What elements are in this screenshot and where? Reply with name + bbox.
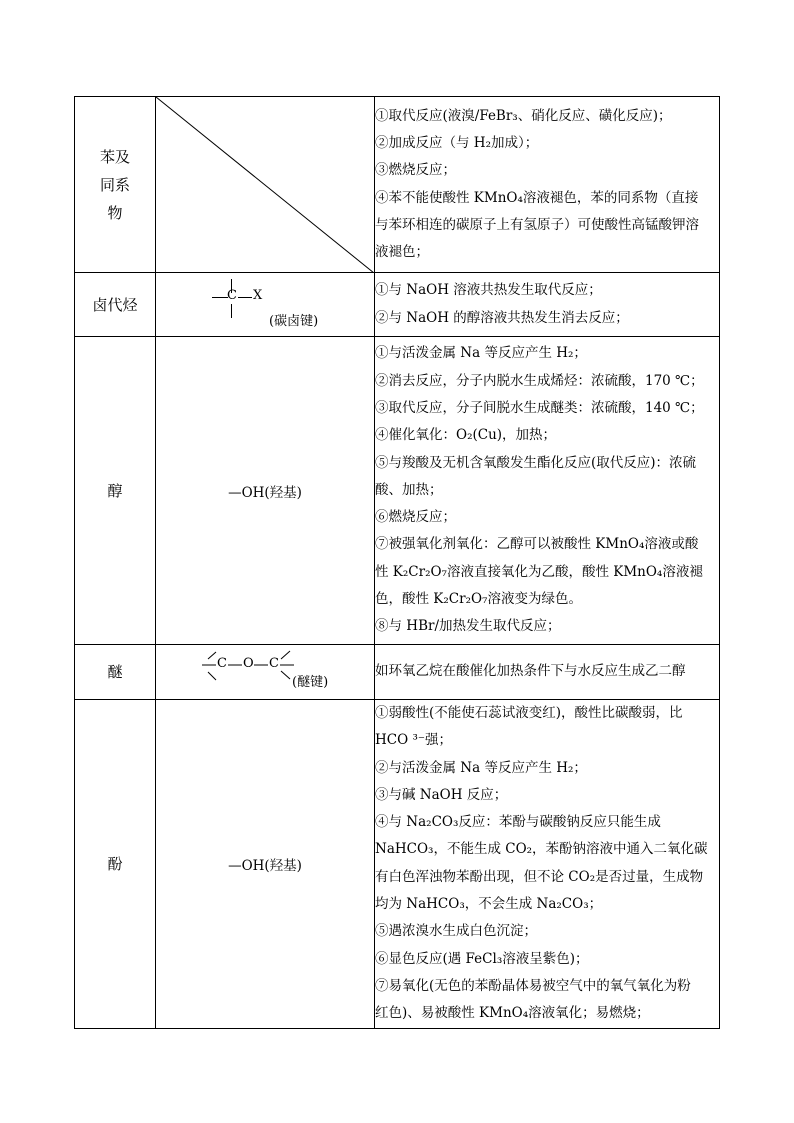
compound-name: 酚 [107, 854, 123, 873]
reaction-line: ⑤遇浓溴水生成白色沉淀； [375, 923, 537, 940]
functional-group-cell [156, 700, 375, 1029]
hydroxyl-group: —OH(羟基) [228, 484, 302, 501]
reaction-line: ④苯不能使酸性 KMnO₄溶液褪色，苯的同系物（直接 [375, 189, 699, 206]
reaction-line: ⑦被强氧化剂氧化：乙醇可以被酸性 KMnO₄溶液或酸 [375, 536, 699, 553]
reaction-line: ①弱酸性(不能使石蕊试液变红)，酸性比碳酸弱，比 [375, 705, 683, 721]
reaction-line: ③与碱 NaOH 反应； [375, 786, 508, 803]
reaction-line: ②与 NaOH 的醇溶液共热发生消去反应； [375, 309, 629, 326]
reactions-cell [375, 700, 720, 1029]
ether-bond-lines [156, 645, 374, 699]
compound-name: 苯及同系物 [99, 147, 130, 222]
reaction-line: ⑥显色反应(遇 FeCl₃溶液呈紫色)； [375, 950, 589, 967]
compound-name-cell [75, 700, 156, 1029]
compound-name-cell [75, 273, 156, 337]
reaction-line: ④催化氧化：O₂(Cu)，加热； [375, 427, 557, 444]
reaction-line: NaHCO₃，不能生成 CO₂，苯酚钠溶液中通入二氧化碳 [375, 841, 708, 858]
compound-name-cell [75, 645, 156, 700]
table-row [75, 645, 720, 700]
halogen-atom: X [253, 288, 263, 303]
reaction-line: 液褪色； [375, 244, 429, 261]
reaction-line: 如环氧乙烷在酸催化加热条件下与水反应生成乙二醇 [375, 663, 686, 680]
functional-group-cell [156, 645, 375, 700]
bond-name: (醚键) [292, 675, 329, 690]
reaction-line: ④与 Na₂CO₃反应：苯酚与碳酸钠反应只能生成 [375, 814, 661, 831]
compound-name: 卤代烃 [92, 295, 138, 314]
reaction-line: ②与活泼金属 Na 等反应产生 H₂； [375, 759, 587, 776]
compound-name-cell [75, 337, 156, 645]
reaction-line: ①与 NaOH 溶液共热发生取代反应； [375, 282, 602, 299]
compound-name-cell [75, 97, 156, 273]
organic-reactions-table [74, 96, 720, 1029]
hydroxyl-group: —OH(羟基) [228, 857, 302, 874]
reactions-cell [375, 273, 720, 337]
table-row [75, 700, 720, 1029]
reaction-line: ③燃烧反应； [375, 162, 456, 179]
carbon-atom: C [217, 656, 227, 671]
functional-group-cell [156, 337, 375, 645]
table-row [75, 97, 720, 273]
functional-group-cell [156, 273, 375, 337]
reaction-line: 红色)、易被酸性 KMnO₄溶液氧化；易燃烧； [375, 1005, 650, 1022]
reaction-line: ⑧与 HBr/加热发生取代反应； [375, 618, 561, 635]
reaction-line: ⑥燃烧反应； [375, 509, 456, 526]
reaction-line: 均为 NaHCO₃，不会生成 Na₂CO₃； [375, 896, 603, 913]
functional-group-cell-empty [156, 97, 375, 273]
reaction-line: ⑤与羧酸及无机含氧酸发生酯化反应(取代反应)：浓硫 [375, 454, 697, 471]
reaction-line: 有白色浑浊物苯酚出现，但不论 CO₂是否过量，生成物 [375, 868, 704, 885]
reaction-line: HCO ³⁻强； [375, 732, 452, 749]
reactions-cell [375, 337, 720, 645]
reaction-line: ⑦易氧化(无色的苯酚晶体易被空气中的氧气氧化为粉 [375, 977, 691, 994]
reaction-line: ③取代反应，分子间脱水生成醚类：浓硫酸，140 ℃； [375, 399, 704, 416]
compound-name: 醚 [107, 663, 123, 681]
diagonal-slash [156, 97, 374, 273]
reaction-line: ②消去反应，分子内脱水生成烯烃：浓硫酸，170 ℃； [375, 372, 704, 389]
carbon-atom: C [227, 288, 237, 303]
reaction-line: 酸、加热； [375, 481, 443, 498]
reaction-line: 与苯环相连的碳原子上有氢原子）可使酸性高锰酸钾溶 [375, 216, 699, 233]
table-row [75, 273, 720, 337]
reaction-line: 性 K₂Cr₂O₇溶液直接氧化为乙酸，酸性 KMnO₄溶液褪 [375, 563, 703, 580]
compound-name: 醇 [107, 481, 123, 500]
reactions-cell [375, 97, 720, 273]
ether-bond-structure [156, 645, 374, 699]
reactions-cell [375, 645, 720, 700]
reaction-line: 色，酸性 K₂Cr₂O₇溶液变为绿色。 [375, 591, 582, 608]
oxygen-atom: O [243, 656, 254, 671]
carbon-atom: C [269, 656, 279, 671]
reaction-line: ①与活泼金属 Na 等反应产生 H₂； [375, 345, 587, 362]
reaction-line: ①取代反应(液溴/FeBr₃、硝化反应、磺化反应)； [375, 107, 672, 124]
reaction-line: ②加成反应（与 H₂加成）； [375, 134, 539, 151]
bond-name: (碳卤键) [269, 314, 319, 329]
carbon-halogen-bond-structure [156, 273, 374, 336]
table-row [75, 337, 720, 645]
